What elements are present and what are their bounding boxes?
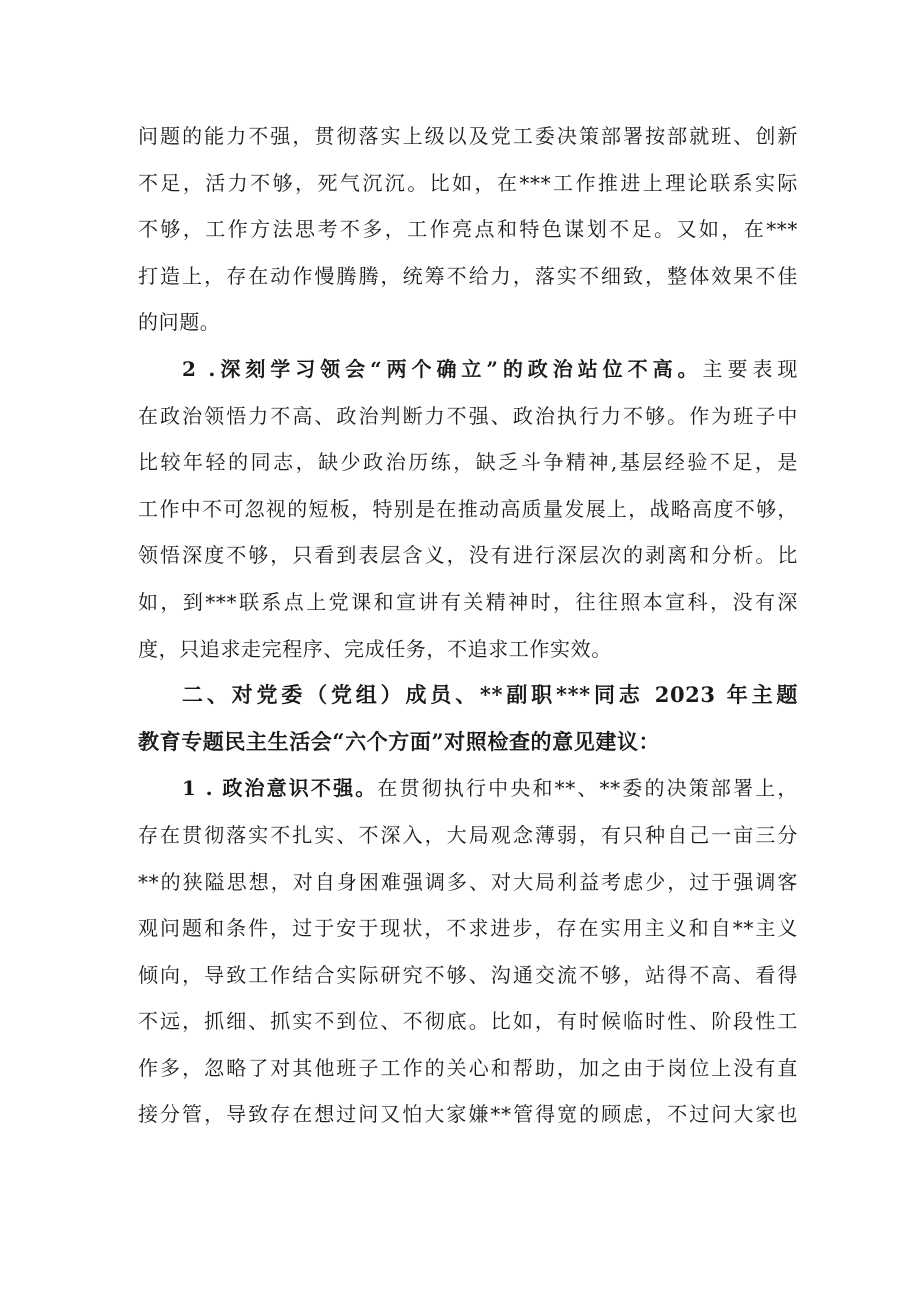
section-heading: [138, 672, 798, 765]
text-line: 不足，活力不够，死气沉沉。比如，在***工作推进上理论联系实际: [138, 170, 798, 195]
item-text: 主要表现: [702, 356, 798, 381]
text-line: 倾向，导致工作结合实际研究不够、沟通交流不够，站得不高、看得: [138, 962, 798, 987]
text-line: 打造上，存在动作慢腾腾，统筹不给力，落实不细致，整体效果不佳: [138, 263, 798, 288]
item-text: 在贯彻执行中央和**、**委的决策部署上，: [377, 776, 798, 801]
item-title: 2 .深刻学习领会“两个确立”的政治站位不高。: [182, 356, 703, 381]
text-line: 领悟深度不够，只看到表层含义，没有进行深层次的剥离和分析。比: [138, 543, 798, 568]
text-line: 接分管，导致存在想过问又怕大家嫌**管得宽的顾虑，不过问大家也: [138, 1102, 798, 1127]
paragraph-first-line: [138, 346, 798, 393]
paragraph-continuation: [138, 113, 798, 346]
paragraph-first-line: [138, 765, 798, 812]
text-line: 在政治领悟力不高、政治判断力不强、政治执行力不够。作为班子中: [138, 403, 798, 428]
paragraph-item-2: [138, 346, 798, 672]
text-line: **的狭隘思想，对自身困难强调多、对大局利益考虑少，过于强调客: [138, 869, 798, 894]
heading-line: 二、对党委（党组）成员、**副职***同志 2023 年主题: [182, 682, 798, 708]
text-line: 的问题。: [138, 310, 221, 335]
text-line: 存在贯彻落实不扎实、不深入，大局观念薄弱，有只种自己一亩三分: [138, 822, 798, 847]
heading-line: 教育专题民主生活会“六个方面”对照检查的意见建议：: [138, 728, 661, 754]
text-line: 度，只追求走完程序、完成任务，不追求工作实效。: [138, 636, 612, 661]
document-page: [138, 113, 798, 1138]
text-line: 比较年轻的同志，缺少政治历练，缺乏斗争精神,基层经验不足，是: [138, 450, 798, 475]
text-line: 观问题和条件，过于安于现状，不求进步，存在实用主义和自**主义: [138, 916, 798, 941]
text-line: 作多，忽略了对其他班子工作的关心和帮助，加之由于岗位上没有直: [138, 1055, 798, 1080]
text-line: 如，到***联系点上党课和宣讲有关精神时，往往照本宣科，没有深: [138, 589, 798, 614]
text-line: 不远，抓细、抓实不到位、不彻底。比如，有时候临时性、阶段性工: [138, 1009, 798, 1034]
text-line: 问题的能力不强，贯彻落实上级以及党工委决策部署按部就班、创新: [138, 124, 798, 148]
text-line: 工作中不可忽视的短板，特别是在推动高质量发展上，战略高度不够，: [138, 496, 798, 521]
item-title: 1 . 政治意识不强。: [182, 776, 378, 801]
text-line: 不够，工作方法思考不多，工作亮点和特色谋划不足。又如，在***: [138, 217, 798, 242]
paragraph-item-1: [138, 765, 798, 1138]
